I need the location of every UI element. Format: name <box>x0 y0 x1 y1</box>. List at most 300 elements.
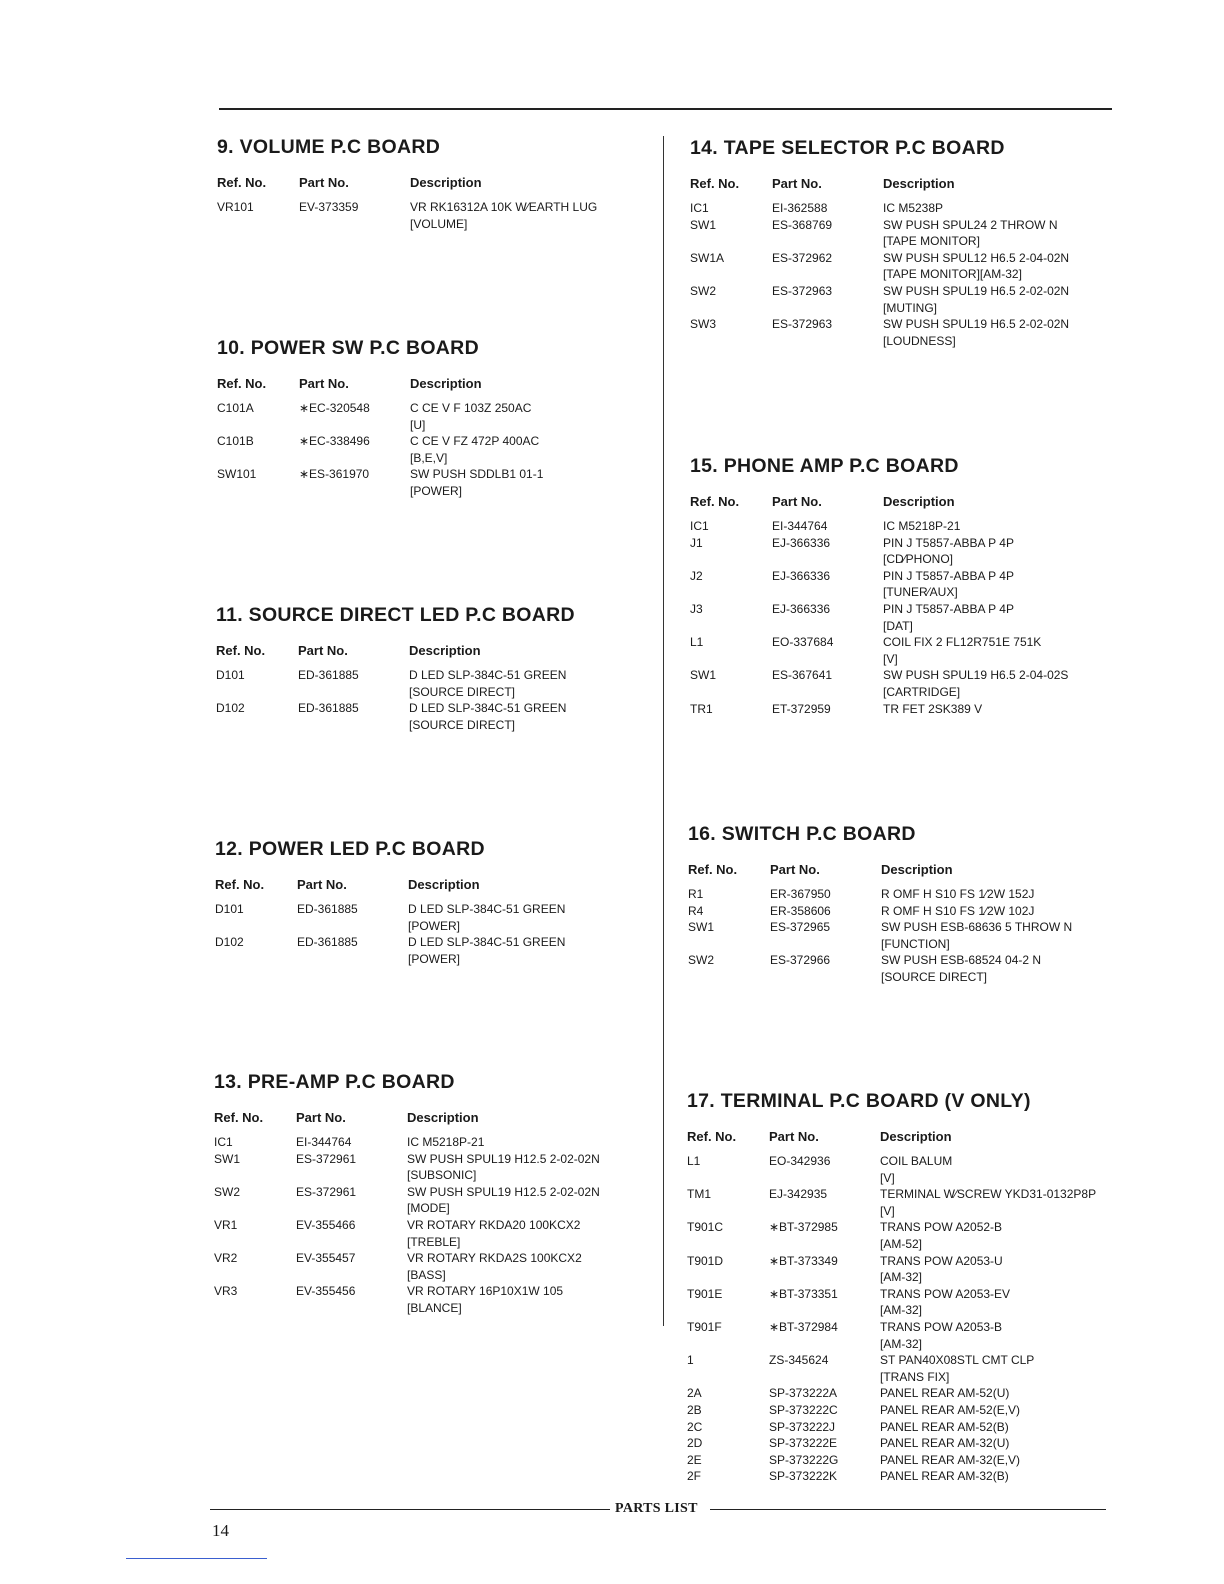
part-no: ED-361885 <box>297 902 358 916</box>
table-row <box>217 433 647 466</box>
part-no: ES-372963 <box>772 283 833 298</box>
description-line: R OMF H S10 FS 1⁄2W 152J <box>881 887 1035 901</box>
description-line: [FUNCTION] <box>881 936 950 951</box>
ref-no: 2F <box>687 1469 702 1484</box>
header-part: Part No. <box>299 175 349 190</box>
ref-no: C101A <box>217 401 254 415</box>
description-line: TRANS POW A2053-EV <box>880 1286 1011 1301</box>
part-no: SP-373222C <box>769 1402 838 1417</box>
part-no: ED-361885 <box>297 935 358 950</box>
description-line: TERMINAL W⁄SCREW YKD31-0132P8P <box>880 1187 1097 1202</box>
header-description: Description <box>410 376 482 391</box>
description <box>880 1186 1117 1219</box>
description-line: [TAPE MONITOR][AM-32] <box>883 267 1022 282</box>
table-header <box>217 175 647 190</box>
ref-no: SW1 <box>688 920 715 935</box>
section-title: 10. POWER SW P.C BOARD <box>217 337 479 359</box>
ref-no: D101 <box>215 902 244 916</box>
description <box>880 1402 1117 1419</box>
part-no: ∗BT-372985 <box>769 1220 838 1235</box>
ref-no: SW1A <box>690 250 725 265</box>
table-row <box>687 1468 1117 1485</box>
table-row <box>215 901 645 934</box>
description <box>409 700 646 733</box>
description <box>880 1219 1117 1252</box>
header-ref: Ref. No. <box>216 643 266 658</box>
ref-no: SW1 <box>214 1151 241 1166</box>
table-row <box>688 886 1118 903</box>
description-line: [MUTING] <box>883 300 937 315</box>
ref-no: VR1 <box>214 1217 238 1232</box>
table-row <box>690 535 1120 568</box>
description <box>410 466 647 499</box>
description <box>883 200 1120 217</box>
header-description: Description <box>410 175 482 190</box>
part-no: SP-373222G <box>769 1452 839 1467</box>
ref-no: J1 <box>690 535 703 550</box>
table-row <box>690 667 1120 700</box>
header-description: Description <box>408 877 480 892</box>
part-no: EI-344764 <box>296 1135 352 1149</box>
description <box>880 1153 1117 1186</box>
table-row <box>690 601 1120 634</box>
description <box>883 634 1120 667</box>
table-row <box>215 934 645 967</box>
table-row <box>216 700 646 733</box>
ref-no: 2A <box>687 1386 702 1401</box>
footer-rule-left <box>210 1509 610 1510</box>
description-line: PIN J T5857-ABBA P 4P <box>883 535 1014 550</box>
ref-no: D102 <box>215 935 244 950</box>
section-title: 14. TAPE SELECTOR P.C BOARD <box>690 137 1005 159</box>
ref-no: L1 <box>687 1154 701 1168</box>
description-line: PANEL REAR AM-32(B) <box>880 1469 1009 1484</box>
description-line: SW PUSH SPUL19 H12.5 2-02-02N <box>407 1151 600 1166</box>
table-row <box>690 316 1120 349</box>
description-line: [AM-32] <box>880 1303 923 1318</box>
section-title: 15. PHONE AMP P.C BOARD <box>690 455 959 477</box>
part-no: ∗EC-338496 <box>299 434 370 449</box>
description <box>883 518 1120 535</box>
parts-section <box>687 1090 1117 1485</box>
description <box>881 903 1118 920</box>
section-title: 17. TERMINAL P.C BOARD (V ONLY) <box>687 1090 1031 1112</box>
ref-no: J2 <box>690 568 703 583</box>
description <box>881 952 1118 985</box>
description-line: [AM-52] <box>880 1236 923 1251</box>
ref-no: SW101 <box>217 467 257 482</box>
description <box>880 1419 1117 1436</box>
part-no: EI-362588 <box>772 201 828 215</box>
description-line: [V] <box>883 651 898 666</box>
description-line: [SOURCE DIRECT] <box>409 684 516 699</box>
description <box>880 1319 1117 1352</box>
part-no: ES-372961 <box>296 1151 357 1166</box>
description-line: [V] <box>880 1170 895 1185</box>
description-line: PANEL REAR AM-52(U) <box>880 1386 1010 1401</box>
table-row <box>687 1452 1117 1469</box>
description-line: [SOURCE DIRECT] <box>881 969 988 984</box>
parts-section <box>690 137 1120 349</box>
parts-section <box>216 604 646 733</box>
table-header <box>215 877 645 892</box>
table-row <box>690 217 1120 250</box>
description <box>883 535 1120 568</box>
description-line: SW PUSH SDDLB1 01-1 <box>410 467 544 482</box>
description <box>407 1283 644 1316</box>
part-no: ES-372966 <box>770 953 831 968</box>
table-row <box>687 1435 1117 1452</box>
table-row <box>217 199 647 232</box>
ref-no: 2D <box>687 1436 703 1451</box>
description <box>407 1151 644 1184</box>
description-line: TR FET 2SK389 V <box>883 701 983 716</box>
table-row <box>214 1250 644 1283</box>
part-no: ES-372963 <box>772 317 833 332</box>
ref-no: T901C <box>687 1220 724 1235</box>
part-no: EJ-366336 <box>772 568 831 583</box>
header-ref: Ref. No. <box>215 877 265 892</box>
description <box>880 1468 1117 1485</box>
part-no: ET-372959 <box>772 701 831 716</box>
description <box>880 1385 1117 1402</box>
description-line: PIN J T5857-ABBA P 4P <box>883 568 1014 583</box>
description-line: [B,E,V] <box>410 450 448 465</box>
description-line: TRANS POW A2052-B <box>880 1220 1003 1235</box>
header-part: Part No. <box>772 494 822 509</box>
part-no: EO-342936 <box>769 1154 831 1168</box>
table-row <box>217 400 647 433</box>
description-line: D LED SLP-384C-51 GREEN <box>408 935 566 950</box>
header-ref: Ref. No. <box>687 1129 737 1144</box>
description-line: [TREBLE] <box>407 1234 461 1249</box>
description-line: [POWER] <box>408 951 461 966</box>
description-line: [VOLUME] <box>410 216 468 231</box>
description-line: [AM-32] <box>880 1270 923 1285</box>
description-line: COIL FIX 2 FL12R751E 751K <box>883 635 1042 650</box>
part-no: ER-367950 <box>770 887 831 901</box>
section-title: 12. POWER LED P.C BOARD <box>215 838 485 860</box>
description-line: PANEL REAR AM-52(E,V) <box>880 1402 1021 1417</box>
ref-no: VR3 <box>214 1284 238 1299</box>
ref-no: VR101 <box>217 200 254 214</box>
description-line: [CD⁄PHONO] <box>883 552 954 567</box>
table-row <box>217 466 647 499</box>
part-no: ES-367641 <box>772 668 833 683</box>
header-description: Description <box>407 1110 479 1125</box>
part-no: EV-355456 <box>296 1284 356 1299</box>
table-row <box>214 1283 644 1316</box>
ref-no: D101 <box>216 668 245 682</box>
part-no: EI-344764 <box>772 519 828 533</box>
description-line: SW PUSH SPUL19 H6.5 2-02-02N <box>883 317 1070 332</box>
table-row <box>214 1151 644 1184</box>
table-row <box>214 1134 644 1151</box>
section-title: 16. SWITCH P.C BOARD <box>688 823 916 845</box>
table-header <box>687 1129 1117 1144</box>
description <box>410 400 647 433</box>
ref-no: SW1 <box>690 217 717 232</box>
part-no: ∗ES-361970 <box>299 467 370 482</box>
description-line: [BASS] <box>407 1267 446 1282</box>
description <box>410 199 647 232</box>
part-no: EJ-366336 <box>772 601 831 616</box>
table-row <box>687 1186 1117 1219</box>
parts-section <box>690 455 1120 717</box>
table-row <box>690 568 1120 601</box>
part-no: ∗BT-372984 <box>769 1319 838 1334</box>
section-title: 9. VOLUME P.C BOARD <box>217 136 441 158</box>
ref-no: 2C <box>687 1419 703 1434</box>
part-no: ES-372965 <box>770 920 831 935</box>
description-line: C CE V FZ 472P 400AC <box>410 434 540 449</box>
table-row <box>687 1286 1117 1319</box>
header-description: Description <box>881 862 953 877</box>
description-line: D LED SLP-384C-51 GREEN <box>409 668 567 682</box>
part-no: EJ-366336 <box>772 535 831 550</box>
description <box>883 701 1120 718</box>
ref-no: VR2 <box>214 1251 238 1266</box>
header-part: Part No. <box>297 877 347 892</box>
ref-no: R1 <box>688 887 704 901</box>
ref-no: SW2 <box>214 1184 241 1199</box>
part-no: EV-373359 <box>299 200 359 214</box>
table-header <box>214 1110 644 1125</box>
header-part: Part No. <box>772 176 822 191</box>
part-no: ED-361885 <box>298 701 359 716</box>
footer-rule-right <box>710 1509 1106 1510</box>
description <box>407 1184 644 1217</box>
part-no: ES-368769 <box>772 217 833 232</box>
part-no: ER-358606 <box>770 903 831 918</box>
table-row <box>687 1319 1117 1352</box>
description <box>883 601 1120 634</box>
description <box>410 433 647 466</box>
description <box>883 568 1120 601</box>
description-line: [DAT] <box>883 618 913 633</box>
header-part: Part No. <box>769 1129 819 1144</box>
description <box>881 886 1118 903</box>
part-no: ∗EC-320548 <box>299 401 370 415</box>
description <box>880 1352 1117 1385</box>
header-part: Part No. <box>770 862 820 877</box>
description-line: [SUBSONIC] <box>407 1168 477 1183</box>
description-line: PANEL REAR AM-32(U) <box>880 1436 1010 1451</box>
right-column <box>687 0 1120 1500</box>
description <box>880 1435 1117 1452</box>
ref-no: SW3 <box>690 317 717 332</box>
header-description: Description <box>880 1129 952 1144</box>
part-no: ED-361885 <box>298 668 359 682</box>
page-number: 14 <box>212 1521 229 1540</box>
table-header <box>688 862 1118 877</box>
table-header <box>690 176 1120 191</box>
description-line: SW PUSH ESB-68636 5 THROW N <box>881 920 1073 935</box>
column-divider <box>663 136 664 1326</box>
description-line: IC M5238P <box>883 201 944 215</box>
ref-no: TM1 <box>687 1187 711 1202</box>
description-line: TRANS POW A2053-B <box>880 1319 1003 1334</box>
description <box>880 1452 1117 1469</box>
description-line: D LED SLP-384C-51 GREEN <box>408 902 566 916</box>
header-ref: Ref. No. <box>690 494 740 509</box>
section-title: 11. SOURCE DIRECT LED P.C BOARD <box>216 604 575 626</box>
table-row <box>214 1217 644 1250</box>
left-column <box>214 0 647 1500</box>
ref-no: 2B <box>687 1402 702 1417</box>
part-no: SP-373222A <box>769 1386 838 1401</box>
table-row <box>214 1184 644 1217</box>
description-line: SW PUSH SPUL19 H6.5 2-02-02N <box>883 283 1070 298</box>
part-no: EV-355457 <box>296 1251 356 1266</box>
description-line: SW PUSH SPUL19 H12.5 2-02-02N <box>407 1184 600 1199</box>
description-line: C CE V F 103Z 250AC <box>410 401 532 415</box>
description-line: ST PAN40X08STL CMT CLP <box>880 1353 1035 1368</box>
table-row <box>688 919 1118 952</box>
table-row <box>688 903 1118 920</box>
header-description: Description <box>883 176 955 191</box>
description-line: [MODE] <box>407 1201 450 1216</box>
description <box>881 919 1118 952</box>
footer-title: PARTS LIST <box>615 1501 698 1516</box>
ref-no: 2E <box>687 1452 702 1467</box>
description <box>883 283 1120 316</box>
table-row <box>690 250 1120 283</box>
description-line: [V] <box>880 1203 895 1218</box>
parts-section <box>688 823 1118 986</box>
part-no: ES-372962 <box>772 250 833 265</box>
ref-no: T901E <box>687 1286 723 1301</box>
description-line: SW PUSH ESB-68524 04-2 N <box>881 953 1042 968</box>
description <box>880 1253 1117 1286</box>
description-line: [TRANS FIX] <box>880 1369 950 1384</box>
table-row <box>687 1219 1117 1252</box>
description-line: [POWER] <box>410 483 463 498</box>
header-description: Description <box>883 494 955 509</box>
ref-no: T901F <box>687 1319 722 1334</box>
table-row <box>687 1402 1117 1419</box>
description-line: TRANS POW A2053-U <box>880 1253 1003 1268</box>
parts-section <box>217 337 647 500</box>
table-header <box>690 494 1120 509</box>
part-no: SP-373222K <box>769 1469 838 1484</box>
ref-no: IC1 <box>690 519 709 533</box>
part-no: EV-355466 <box>296 1217 356 1232</box>
parts-section <box>215 838 645 967</box>
part-no: ∗BT-373349 <box>769 1253 838 1268</box>
description-line: COIL BALUM <box>880 1154 953 1168</box>
description-line: VR RK16312A 10K W⁄EARTH LUG <box>410 200 598 214</box>
description <box>883 217 1120 250</box>
description <box>883 667 1120 700</box>
description <box>409 667 646 700</box>
table-row <box>687 1153 1117 1186</box>
part-no: EO-337684 <box>772 635 834 650</box>
parts-section <box>214 1071 644 1317</box>
description-line: [TUNER⁄AUX] <box>883 585 958 600</box>
description-line: R OMF H S10 FS 1⁄2W 102J <box>881 903 1035 918</box>
description-line: SW PUSH SPUL12 H6.5 2-04-02N <box>883 250 1070 265</box>
description-line: VR ROTARY RKDA2S 100KCX2 <box>407 1251 582 1266</box>
description-line: VR ROTARY RKDA20 100KCX2 <box>407 1217 581 1232</box>
bottom-rule <box>126 1558 267 1559</box>
description-line: D LED SLP-384C-51 GREEN <box>409 701 567 716</box>
header-ref: Ref. No. <box>217 376 267 391</box>
description-line: [SOURCE DIRECT] <box>409 717 516 732</box>
table-row <box>688 952 1118 985</box>
description-line: PANEL REAR AM-32(E,V) <box>880 1452 1021 1467</box>
ref-no: SW1 <box>690 668 717 683</box>
description <box>407 1134 644 1151</box>
table-row <box>690 200 1120 217</box>
part-no: ZS-345624 <box>769 1353 829 1368</box>
ref-no: C101B <box>217 434 254 449</box>
table-row <box>690 283 1120 316</box>
table-header <box>216 643 646 658</box>
ref-no: SW2 <box>690 283 717 298</box>
part-no: EJ-342935 <box>769 1187 828 1202</box>
table-row <box>216 667 646 700</box>
part-no: ∗BT-373351 <box>769 1286 838 1301</box>
header-ref: Ref. No. <box>690 176 740 191</box>
header-ref: Ref. No. <box>688 862 738 877</box>
description-line: [LOUDNESS] <box>883 333 956 348</box>
description-line: [TAPE MONITOR] <box>883 234 980 249</box>
part-no: SP-373222J <box>769 1419 836 1434</box>
table-header <box>217 376 647 391</box>
parts-section <box>217 136 647 232</box>
description <box>880 1286 1117 1319</box>
description <box>883 316 1120 349</box>
description <box>408 901 645 934</box>
header-ref: Ref. No. <box>214 1110 264 1125</box>
ref-no: IC1 <box>214 1135 233 1149</box>
table-row <box>690 701 1120 718</box>
table-row <box>690 518 1120 535</box>
description-line: PIN J T5857-ABBA P 4P <box>883 601 1014 616</box>
ref-no: SW2 <box>688 953 715 968</box>
description-line: SW PUSH SPUL24 2 THROW N <box>883 217 1058 232</box>
description-line: [AM-32] <box>880 1336 923 1351</box>
part-no: ES-372961 <box>296 1184 357 1199</box>
description-line: [POWER] <box>408 918 461 933</box>
table-row <box>690 634 1120 667</box>
section-title: 13. PRE-AMP P.C BOARD <box>214 1071 455 1093</box>
ref-no: T901D <box>687 1253 724 1268</box>
header-ref: Ref. No. <box>217 175 267 190</box>
header-part: Part No. <box>298 643 348 658</box>
table-row <box>687 1253 1117 1286</box>
ref-no: J3 <box>690 601 703 616</box>
table-row <box>687 1419 1117 1436</box>
description-line: [BLANCE] <box>407 1300 462 1315</box>
ref-no: TR1 <box>690 701 713 716</box>
description-line: SW PUSH SPUL19 H6.5 2-04-02S <box>883 668 1069 683</box>
description-line: IC M5218P-21 <box>407 1135 485 1149</box>
ref-no: D102 <box>216 701 245 716</box>
description-line: PANEL REAR AM-52(B) <box>880 1419 1009 1434</box>
description-line: IC M5218P-21 <box>883 519 961 533</box>
ref-no: IC1 <box>690 201 709 215</box>
table-row <box>687 1385 1117 1402</box>
description-line: VR ROTARY 16P10X1W 105 <box>407 1284 564 1299</box>
header-description: Description <box>409 643 481 658</box>
description <box>407 1250 644 1283</box>
description <box>883 250 1120 283</box>
ref-no: 1 <box>687 1353 694 1368</box>
header-part: Part No. <box>296 1110 346 1125</box>
part-no: SP-373222E <box>769 1436 838 1451</box>
